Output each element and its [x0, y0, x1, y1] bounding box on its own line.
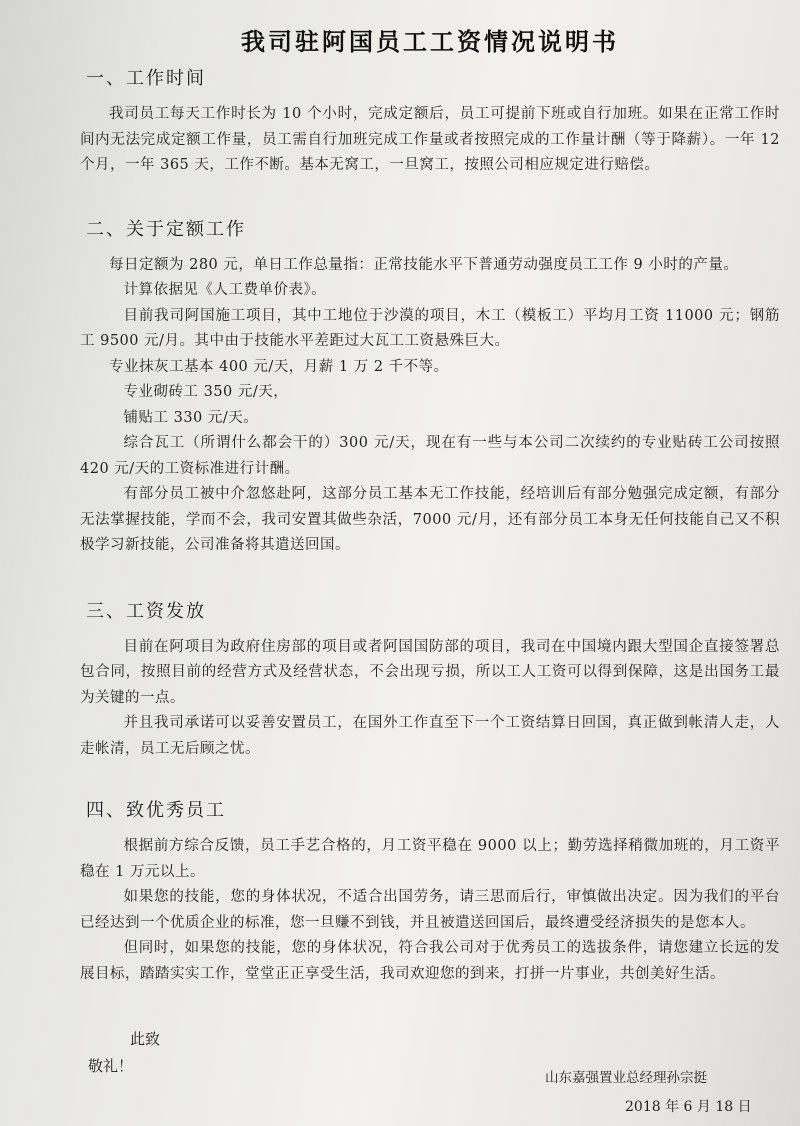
signature-line: 山东嘉强置业总经理孙宗挺: [545, 1070, 707, 1086]
document-date: 2018 年 6 月 18 日: [625, 1099, 752, 1115]
section-salary-payment: [80, 599, 780, 763]
document-body: [80, 66, 780, 1005]
section-work-hours: [80, 66, 780, 179]
paragraph: 根据前方综合反馈，员工手艺合格的，月工资平稳在 9000 以上；勤劳选择稍微加班的，月工资平稳在 1 万元以上。: [80, 838, 780, 880]
paragraph: 有部分员工被中介忽悠赴阿，这部分员工基本无工作技能，经培训后有部分勉强完成定额，有部分无法掌握技能，学而不会，我司安置其做些杂活，7000 元/月，还有部分员工本身无任何技能自己又不积极学习新技能，公司准备将其遣送回国。: [80, 486, 780, 553]
paragraph: 目前在阿项目为政府住房部的项目或者阿国国防部的项目，我司在中国境内跟大型国企直接签署总包合同，按照目前的经营方式及经营状态，不会出现亏损，所以工人工资可以得到保障，这是出国务工最为关键的一点。: [80, 638, 780, 706]
paragraph: 但同时，如果您的技能，您的身体状况，符合我公司对于优秀员工的选拔条件，请您建立长远的发展目标，踏踏实实工作，堂堂正正享受生活，我司欢迎您的到来，打拼一片事业，共创美好生活。: [80, 940, 780, 982]
paragraph: 铺贴工 330 元/天。: [123, 409, 259, 426]
section-heading: 一、工作时间: [86, 68, 206, 89]
paragraph: 目前我司阿国施工项目，其中工地位于沙漠的项目，木工（模板工）平均月工资 11000 元；钢筋工 9500 元/月。其中由于技能水平差距过大瓦工工资悬殊巨大。: [80, 307, 780, 349]
paragraph: 我司员工每天工作时长为 10 个小时，完成定额后，员工可提前下班或自行加班。如果在正常工作时间内无法完成定额工作量，员工需自行加班完成工作量或者按照完成的工作量计酬（等于降薪）。一年 12 个月，一年 365 天，工作不断。基本无窝工，一旦窝工，按照公司相应规定进行赔偿。: [80, 106, 780, 173]
paragraph: 专业砌砖工 350 元/天，: [123, 384, 289, 400]
paragraph: 专业抹灰工基本 400 元/天，月薪 1 万 2 千不等。: [109, 358, 449, 375]
section-to-excellent-employees: [80, 798, 780, 987]
paragraph: 每日定额为 280 元，单日工作总量指：正常技能水平下普通劳动强度员工工作 9 小时的产量。: [109, 256, 739, 273]
paragraph: 计算依据见《人工费单价表》。: [123, 282, 327, 298]
section-quota-work: [80, 217, 780, 559]
section-heading: 四、致优秀员工: [86, 800, 226, 821]
section-heading: 二、关于定额工作: [86, 218, 246, 240]
section-heading: 三、工资发放: [86, 600, 206, 622]
greeting-text: 敬礼！: [88, 1057, 134, 1075]
paragraph: 如果您的技能，您的身体状况，不适合出国劳务，请三思而后行，审慎做出决定。因为我们的平台已经达到一个优质企业的标准，您一旦赚不到钱，并且被遣送回国后，最终遭受经济损失的是您本人。: [80, 889, 780, 931]
closing-text: 此致: [130, 1030, 161, 1048]
paragraph: 并且我司承诺可以妥善安置员工，在国外工作直至下一个工资结算日回国，真正做到帐清人走，人走帐清，员工无后顾之忧。: [80, 715, 780, 757]
document-title: 我司驻阿国员工工资情况说明书: [241, 27, 619, 56]
paragraph: 综合瓦工（所谓什么都会干的）300 元/天，现在有一些与本公司二次续约的专业贴砖工公司按照 420 元/天的工资标准进行计酬。: [80, 435, 780, 477]
